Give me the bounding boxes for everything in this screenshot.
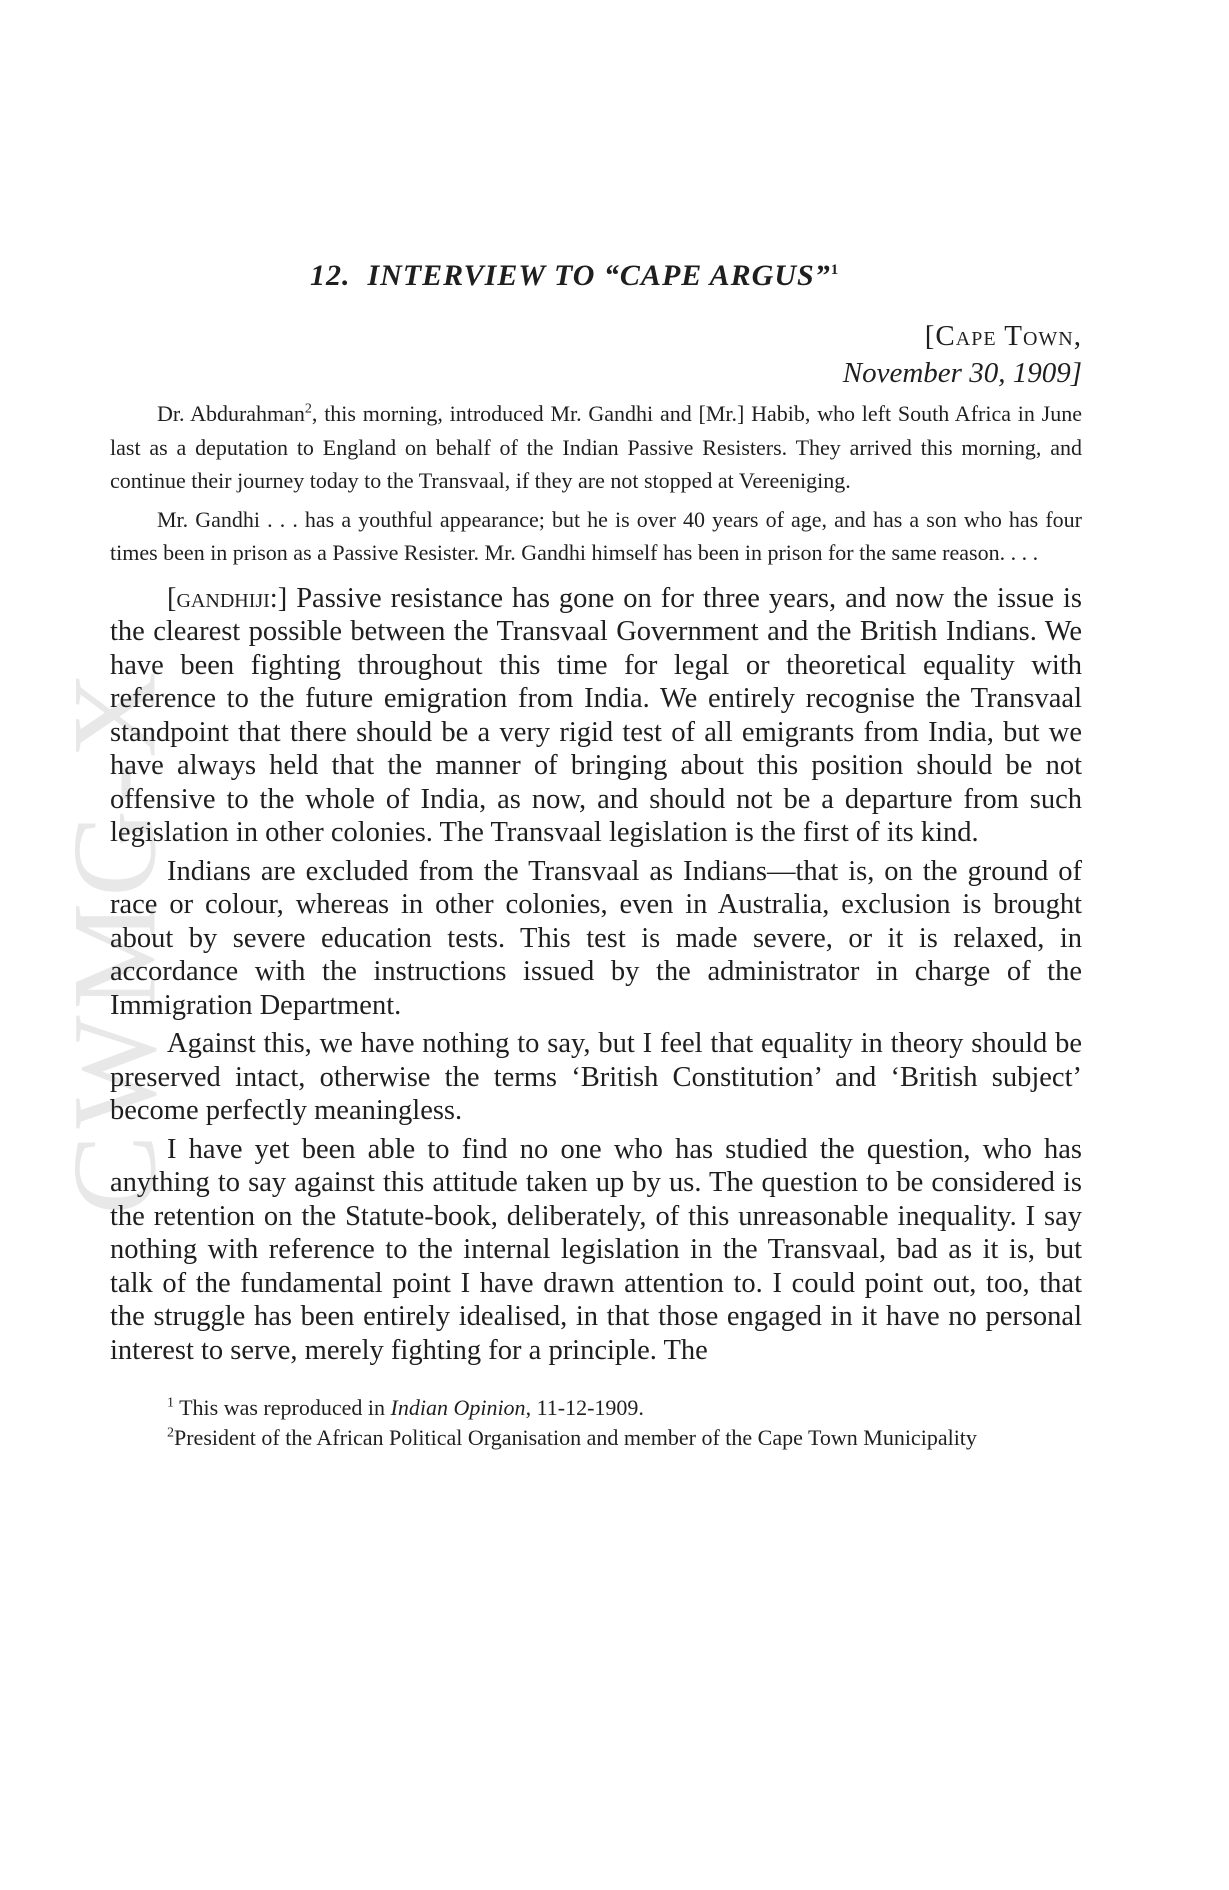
footnote-1: $^1$ This was reproduced in Indian Opinion, 11-12-1909. — [167, 1395, 644, 1420]
document-title-text: INTERVIEW TO “CAPE ARGUS” — [367, 259, 831, 292]
speaker-label: [gandhiji:] — [167, 582, 288, 614]
interview-body — [110, 582, 1082, 1368]
body-paragraph: Against this, we have nothing to say, but I feel that equality in theory should be preserved intact, otherwise the terms ‘British Constitution’ and ‘British subject’ become perfectly meaningless. — [110, 1028, 1082, 1126]
body-paragraph: I have yet been able to find no one who has studied the question, who has anything to say against this attitude taken up by us. The question to be considered is the retention on the Statute-book, deliberately, of this unreasonable inequality. I say nothing with reference to the internal legislation in the Transvaal, bad as it is, but talk of the fundamental point I have drawn attention to. I could point out, too, that the struggle has been entirely idealised, in that those engaged in it have no personal interest to serve, merely fighting for a principle. The — [110, 1133, 1082, 1366]
dateline-place: [Cape Town, — [924, 320, 1082, 352]
dateline-date: November 30, 1909] — [842, 357, 1082, 389]
footnotes — [110, 1393, 1082, 1453]
page — [110, 250, 1082, 1453]
publication-name: Indian Opinion — [390, 1395, 526, 1420]
body-paragraph: Indians are excluded from the Transvaal as Indians—that is, on the ground of race or colour, whereas in other colonies, even in Australia, exclusion is brought about by severe education tests. This test is made severe, or it is relaxed, in accordance with the instructions issued by the administrator in charge of the Immigration Department. — [110, 855, 1082, 1021]
document-number: 12. — [310, 259, 351, 292]
body-paragraph: [gandhiji:] Passive resistance has gone on for three years, and now the issue is the clearest possible between the Transvaal Government and the British Indians. We have been fighting throughout this time for legal or theoretical equality with reference to the future emigration from India. We entirely recognise the Transvaal standpoint that there should be a very rigid test of all emigrants from India, but we have always held that the manner of bringing about this position should be not offensive to the whole of India, as now, and should not be a departure from such legislation in other colonies. The Transvaal legislation is the first of its kind. — [110, 582, 1082, 848]
intro-paragraph: Mr. Gandhi . . . has a youthful appearance; but he is over 40 years of age, and has a son who has four times been in prison as a Passive Resister. Mr. Gandhi himself has been in prison for the same reason. . . . — [110, 506, 1082, 565]
footnote-2: $^2$President of the African Political Organisation and member of the Cape Town Municipality — [167, 1425, 977, 1450]
title-footnote-ref: 1 — [830, 262, 840, 278]
footnote-ref: 2 — [304, 401, 312, 417]
watermark: CWMG-X — [48, 665, 181, 1215]
dateline — [110, 318, 1082, 392]
intro-paragraph: Dr. Abdurahman$^2$, this morning, introduced Mr. Gandhi and [Mr.] Habib, who left South Africa in June last as a deputation to England on behalf of the Indian Passive Resisters. They arrived this morning, and continue their journey today to the Transvaal, if they are not stopped at Vereeniging. — [110, 401, 1082, 493]
document-title — [310, 250, 1082, 296]
intro-section — [110, 397, 1082, 570]
